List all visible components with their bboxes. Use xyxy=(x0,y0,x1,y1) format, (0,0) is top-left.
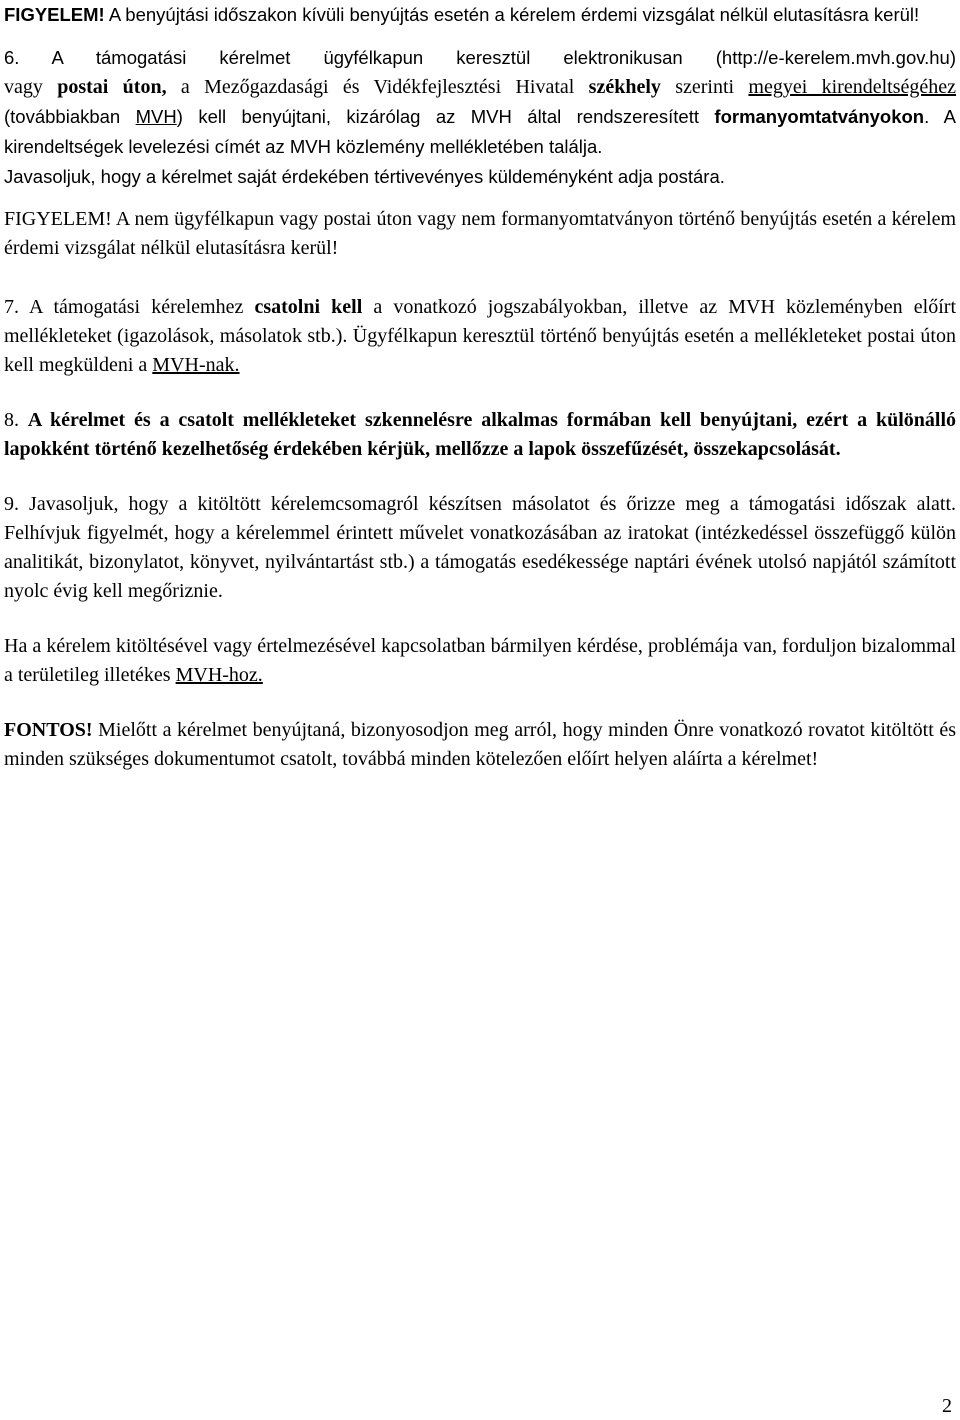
help-paragraph xyxy=(4,632,956,690)
warning-text: A nem ügyfélkapun vagy postai úton vagy nem formanyomtatványon történő benyújtás esetén a kérelem érdemi vizsgálat nélkül elutasításra kerül! xyxy=(4,208,956,259)
spacer xyxy=(4,606,956,632)
text-run: (továbbiakban xyxy=(4,106,136,127)
text-run: . A kirendeltségek levelezési címét az MVH közlemény mellékletében találja. xyxy=(4,106,956,157)
page-number: 2 xyxy=(942,1395,952,1417)
text-run: 7. A támogatási kérelemhez xyxy=(4,296,255,318)
bold-run: székhely xyxy=(588,76,661,98)
item-6-advice: Javasoljuk, hogy a kérelmet saját érdekében tértivevényes küldeményként adja postára. xyxy=(4,166,725,187)
underlined-run: MVH xyxy=(135,106,177,127)
text-run: a Mezőgazdasági és Vidékfejlesztési Hivatal xyxy=(166,76,589,98)
bold-run: formanyomtatványokon xyxy=(714,106,925,127)
spacer xyxy=(4,191,956,205)
warning-label: FIGYELEM! xyxy=(4,4,105,25)
text-run: Ha a kérelem kitöltésével vagy értelmezésével kapcsolatban bármilyen kérdése, problémája van, forduljon bizalommal a területileg illetékes xyxy=(4,635,956,686)
spacer xyxy=(4,690,956,716)
underlined-run: MVH-nak. xyxy=(152,354,240,376)
warning-label: FIGYELEM! xyxy=(4,208,112,230)
bold-run: postai úton, xyxy=(57,76,167,98)
spacer xyxy=(4,29,956,43)
underlined-run: MVH-hoz. xyxy=(175,664,263,686)
item-7-paragraph xyxy=(4,293,956,380)
warning-text: A benyújtási időszakon kívüli benyújtás esetén a kérelem érdemi vizsgálat nélkül elutasításra kerül! xyxy=(104,4,920,25)
item-9-paragraph: 9. Javasoljuk, hogy a kitöltött kérelemcsomagról készítsen másolatot és őrizze meg a támogatási időszak alatt. Felhívjuk figyelmét, hogy a kérelemmel érintett művelet vonatkozásában az iratokat (intézkedéssel összefüggő külön analitikát, bizonylatot, könyvet, nyilvántartást stb.) a támogatás esedékessége naptári évének utolsó napjától számított nyolc évig kell megőriznie. xyxy=(4,493,956,602)
bold-run: csatolni kell xyxy=(254,296,363,318)
document-page xyxy=(4,0,956,774)
spacer xyxy=(4,263,956,293)
text-run: vagy xyxy=(4,76,58,98)
warning-paragraph-1 xyxy=(4,0,956,29)
text-run: 8. xyxy=(4,409,28,431)
item-6-first-line: 6. A támogatási kérelmet ügyfélkapun keresztül elektronikusan (http://e-kerelem.mvh.gov.hu) xyxy=(4,47,956,68)
important-paragraph xyxy=(4,716,956,774)
text-run: ) kell benyújtani, kizárólag az MVH által rendszeresített xyxy=(176,106,715,127)
item-8-paragraph xyxy=(4,406,956,464)
important-label: FONTOS! xyxy=(4,719,93,741)
important-text: Mielőtt a kérelmet benyújtaná, bizonyosodjon meg arról, hogy minden Önre vonatkozó rovatot kitöltött és minden szükséges dokumentumot csatolt, továbbá minden kötelezően előírt helyen aláírta a kérelmet! xyxy=(4,719,956,770)
spacer xyxy=(4,464,956,490)
spacer xyxy=(4,380,956,406)
item-6-paragraph xyxy=(4,72,956,162)
warning-paragraph-2 xyxy=(4,205,956,263)
bold-run: A kérelmet és a csatolt mellékleteket szkennelésre alkalmas formában kell benyújtani, ezért a különálló lapokként történő kezelhetőség érdekében kérjük, mellőzze a lapok összefűzését, összekapcsolását. xyxy=(4,409,957,460)
text-run: szerinti xyxy=(660,76,749,98)
underlined-run: megyei kirendeltségéhez xyxy=(748,76,956,98)
text-run: a vonatkozó jogszabályokban, illetve az MVH közleményben előírt mellékleteket (igazolások, másolatok stb.). Ügyfélkapun keresztül történő benyújtás esetén a mellékleteket postai úton kell megküldeni a xyxy=(4,296,956,376)
